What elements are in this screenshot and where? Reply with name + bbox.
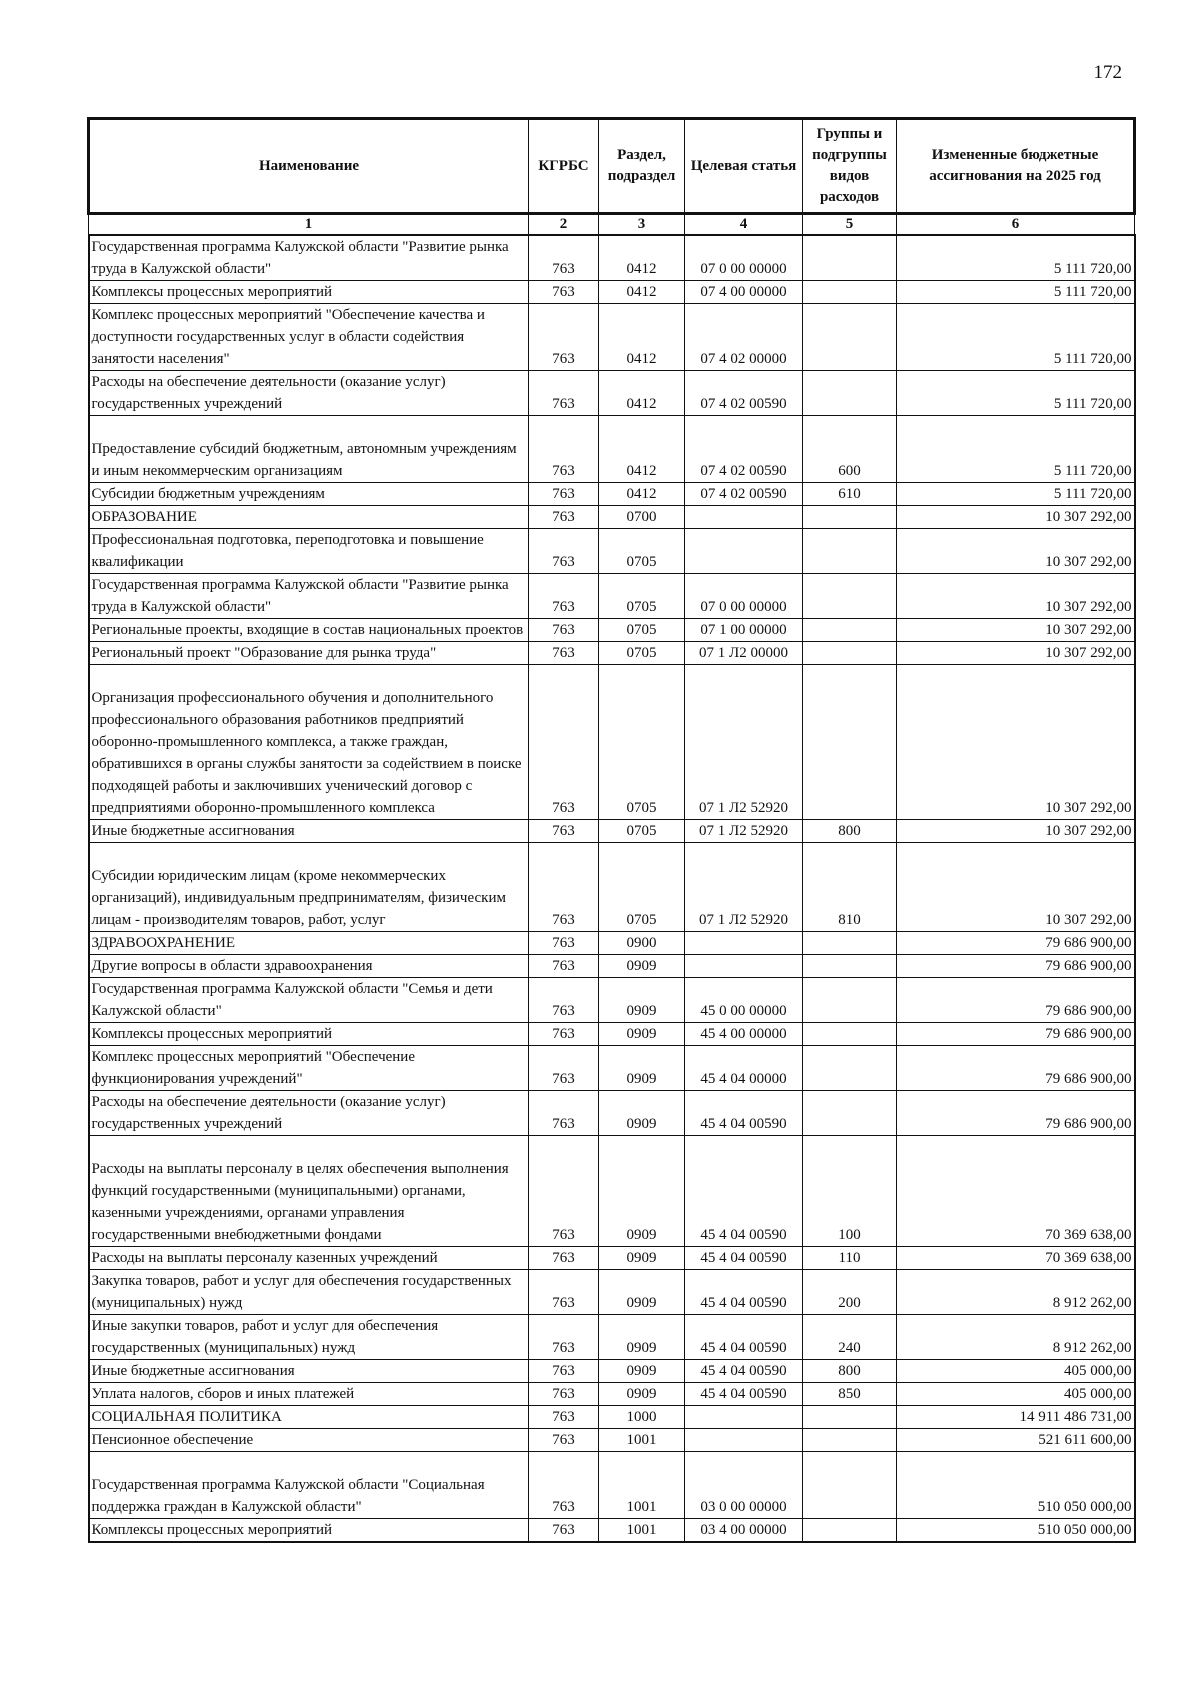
table-row xyxy=(89,1383,1135,1406)
row-amount: 79 686 900,00 xyxy=(897,955,1135,978)
row-article: 07 1 Л2 52920 xyxy=(685,820,803,843)
row-amount: 5 111 720,00 xyxy=(897,304,1135,371)
row-name: Предоставление субсидий бюджетным, автономным учреждениям и иным некоммерческим организациям xyxy=(89,416,529,483)
row-group xyxy=(803,235,897,281)
row-section: 0909 xyxy=(599,1136,685,1247)
row-group: 800 xyxy=(803,820,897,843)
row-article: 45 4 04 00590 xyxy=(685,1091,803,1136)
table-row xyxy=(89,1315,1135,1360)
row-section: 0909 xyxy=(599,1023,685,1046)
row-name: Региональные проекты, входящие в состав национальных проектов xyxy=(89,619,529,642)
row-group: 200 xyxy=(803,1270,897,1315)
row-section: 0412 xyxy=(599,304,685,371)
row-amount: 79 686 900,00 xyxy=(897,932,1135,955)
row-kgrbs: 763 xyxy=(529,1136,599,1247)
row-amount: 79 686 900,00 xyxy=(897,1091,1135,1136)
column-number: 6 xyxy=(897,214,1135,236)
row-name: ОБРАЗОВАНИЕ xyxy=(89,506,529,529)
table-body xyxy=(89,235,1135,1542)
table-row xyxy=(89,529,1135,574)
row-name: Закупка товаров, работ и услуг для обеспечения государственных (муниципальных) нужд xyxy=(89,1270,529,1315)
row-name: Государственная программа Калужской области "Развитие рынка труда в Калужской области" xyxy=(89,574,529,619)
row-amount: 79 686 900,00 xyxy=(897,978,1135,1023)
row-kgrbs: 763 xyxy=(529,1383,599,1406)
row-article: 07 4 02 00590 xyxy=(685,483,803,506)
row-kgrbs: 763 xyxy=(529,932,599,955)
row-article: 07 1 00 00000 xyxy=(685,619,803,642)
row-group xyxy=(803,978,897,1023)
row-article: 45 4 04 00000 xyxy=(685,1046,803,1091)
header-kgrbs: КГРБС xyxy=(529,119,599,214)
row-kgrbs: 763 xyxy=(529,304,599,371)
row-amount: 405 000,00 xyxy=(897,1360,1135,1383)
column-number: 2 xyxy=(529,214,599,236)
row-amount: 521 611 600,00 xyxy=(897,1429,1135,1452)
row-section: 0705 xyxy=(599,665,685,820)
row-amount: 14 911 486 731,00 xyxy=(897,1406,1135,1429)
row-kgrbs: 763 xyxy=(529,1247,599,1270)
row-kgrbs: 763 xyxy=(529,1406,599,1429)
row-kgrbs: 763 xyxy=(529,1519,599,1543)
row-amount: 8 912 262,00 xyxy=(897,1315,1135,1360)
row-kgrbs: 763 xyxy=(529,506,599,529)
row-name: Иные закупки товаров, работ и услуг для обеспечения государственных (муниципальных) нужд xyxy=(89,1315,529,1360)
row-amount: 5 111 720,00 xyxy=(897,483,1135,506)
row-article: 03 0 00 00000 xyxy=(685,1452,803,1519)
row-group xyxy=(803,1519,897,1543)
row-article: 07 1 Л2 00000 xyxy=(685,642,803,665)
row-section: 1001 xyxy=(599,1519,685,1543)
row-section: 0412 xyxy=(599,483,685,506)
row-section: 0900 xyxy=(599,932,685,955)
row-kgrbs: 763 xyxy=(529,1360,599,1383)
row-kgrbs: 763 xyxy=(529,483,599,506)
table-row xyxy=(89,506,1135,529)
row-article: 07 1 Л2 52920 xyxy=(685,665,803,820)
row-article: 07 1 Л2 52920 xyxy=(685,843,803,932)
column-number: 3 xyxy=(599,214,685,236)
row-group: 100 xyxy=(803,1136,897,1247)
row-group: 810 xyxy=(803,843,897,932)
row-name: Иные бюджетные ассигнования xyxy=(89,820,529,843)
row-article: 45 4 04 00590 xyxy=(685,1136,803,1247)
row-article xyxy=(685,1406,803,1429)
table-row xyxy=(89,1452,1135,1519)
row-amount: 5 111 720,00 xyxy=(897,281,1135,304)
row-section: 0909 xyxy=(599,978,685,1023)
row-article: 07 4 02 00590 xyxy=(685,371,803,416)
row-group xyxy=(803,665,897,820)
row-section: 1000 xyxy=(599,1406,685,1429)
row-group xyxy=(803,1091,897,1136)
row-name: Региональный проект "Образование для рынка труда" xyxy=(89,642,529,665)
table-row xyxy=(89,371,1135,416)
header-group: Группы и подгруппы видов расходов xyxy=(803,119,897,214)
row-section: 0412 xyxy=(599,235,685,281)
row-group xyxy=(803,1046,897,1091)
row-amount: 79 686 900,00 xyxy=(897,1023,1135,1046)
row-section: 0909 xyxy=(599,1247,685,1270)
row-name: Расходы на обеспечение деятельности (оказание услуг) государственных учреждений xyxy=(89,371,529,416)
row-kgrbs: 763 xyxy=(529,1315,599,1360)
row-group xyxy=(803,371,897,416)
row-name: Государственная программа Калужской области "Семья и дети Калужской области" xyxy=(89,978,529,1023)
row-article: 45 4 00 00000 xyxy=(685,1023,803,1046)
row-group xyxy=(803,1406,897,1429)
row-amount: 10 307 292,00 xyxy=(897,506,1135,529)
row-group xyxy=(803,1023,897,1046)
row-amount: 510 050 000,00 xyxy=(897,1452,1135,1519)
row-kgrbs: 763 xyxy=(529,820,599,843)
row-kgrbs: 763 xyxy=(529,1270,599,1315)
table-row xyxy=(89,1429,1135,1452)
row-group: 240 xyxy=(803,1315,897,1360)
table-row xyxy=(89,304,1135,371)
row-article xyxy=(685,955,803,978)
row-name: Комплексы процессных мероприятий xyxy=(89,281,529,304)
row-article xyxy=(685,529,803,574)
row-section: 0909 xyxy=(599,1046,685,1091)
row-kgrbs: 763 xyxy=(529,642,599,665)
row-group: 800 xyxy=(803,1360,897,1383)
row-group xyxy=(803,529,897,574)
row-kgrbs: 763 xyxy=(529,1046,599,1091)
table-row xyxy=(89,1136,1135,1247)
row-kgrbs: 763 xyxy=(529,978,599,1023)
table-row xyxy=(89,1247,1135,1270)
row-name: СОЦИАЛЬНАЯ ПОЛИТИКА xyxy=(89,1406,529,1429)
row-name: Иные бюджетные ассигнования xyxy=(89,1360,529,1383)
row-section: 0700 xyxy=(599,506,685,529)
row-kgrbs: 763 xyxy=(529,416,599,483)
row-article: 45 4 04 00590 xyxy=(685,1247,803,1270)
row-name: Расходы на выплаты персоналу казенных учреждений xyxy=(89,1247,529,1270)
row-article xyxy=(685,1429,803,1452)
table-row xyxy=(89,1360,1135,1383)
row-kgrbs: 763 xyxy=(529,529,599,574)
row-name: Пенсионное обеспечение xyxy=(89,1429,529,1452)
table-row xyxy=(89,820,1135,843)
table-row xyxy=(89,574,1135,619)
row-kgrbs: 763 xyxy=(529,574,599,619)
row-article: 45 4 04 00590 xyxy=(685,1360,803,1383)
row-group: 600 xyxy=(803,416,897,483)
row-section: 0705 xyxy=(599,529,685,574)
table-row xyxy=(89,281,1135,304)
column-number: 4 xyxy=(685,214,803,236)
row-name: Комплексы процессных мероприятий xyxy=(89,1023,529,1046)
row-article: 03 4 00 00000 xyxy=(685,1519,803,1543)
row-article: 07 4 02 00590 xyxy=(685,416,803,483)
table-row xyxy=(89,416,1135,483)
table-row xyxy=(89,642,1135,665)
row-kgrbs: 763 xyxy=(529,1429,599,1452)
row-amount: 79 686 900,00 xyxy=(897,1046,1135,1091)
row-amount: 405 000,00 xyxy=(897,1383,1135,1406)
row-section: 0705 xyxy=(599,574,685,619)
header-article: Целевая статья xyxy=(685,119,803,214)
row-name: ЗДРАВООХРАНЕНИЕ xyxy=(89,932,529,955)
row-section: 0909 xyxy=(599,1091,685,1136)
row-section: 0705 xyxy=(599,843,685,932)
row-amount: 70 369 638,00 xyxy=(897,1136,1135,1247)
row-name: Комплекс процессных мероприятий "Обеспечение функционирования учреждений" xyxy=(89,1046,529,1091)
row-group xyxy=(803,619,897,642)
row-amount: 10 307 292,00 xyxy=(897,619,1135,642)
row-amount: 10 307 292,00 xyxy=(897,665,1135,820)
row-amount: 10 307 292,00 xyxy=(897,820,1135,843)
row-amount: 510 050 000,00 xyxy=(897,1519,1135,1543)
row-article: 07 4 02 00000 xyxy=(685,304,803,371)
row-section: 0412 xyxy=(599,371,685,416)
header-section: Раздел, подраздел xyxy=(599,119,685,214)
row-name: Уплата налогов, сборов и иных платежей xyxy=(89,1383,529,1406)
row-group xyxy=(803,506,897,529)
table-row xyxy=(89,619,1135,642)
row-article: 45 4 04 00590 xyxy=(685,1383,803,1406)
row-article: 07 0 00 00000 xyxy=(685,574,803,619)
table-row xyxy=(89,1270,1135,1315)
table-row xyxy=(89,955,1135,978)
row-amount: 5 111 720,00 xyxy=(897,371,1135,416)
row-group xyxy=(803,642,897,665)
row-kgrbs: 763 xyxy=(529,1452,599,1519)
row-article xyxy=(685,506,803,529)
row-section: 0909 xyxy=(599,1360,685,1383)
row-article: 07 4 00 00000 xyxy=(685,281,803,304)
row-name: Профессиональная подготовка, переподготовка и повышение квалификации xyxy=(89,529,529,574)
table-row xyxy=(89,932,1135,955)
row-section: 0705 xyxy=(599,642,685,665)
row-section: 0909 xyxy=(599,1383,685,1406)
row-name: Расходы на выплаты персоналу в целях обеспечения выполнения функций государственными (муниципальными) органами, казенными учреждениями, органами управления государственными внебюджетными фондами xyxy=(89,1136,529,1247)
row-section: 0909 xyxy=(599,1315,685,1360)
row-article: 45 4 04 00590 xyxy=(685,1315,803,1360)
row-kgrbs: 763 xyxy=(529,843,599,932)
row-group: 850 xyxy=(803,1383,897,1406)
row-name: Расходы на обеспечение деятельности (оказание услуг) государственных учреждений xyxy=(89,1091,529,1136)
row-kgrbs: 763 xyxy=(529,281,599,304)
row-kgrbs: 763 xyxy=(529,619,599,642)
row-amount: 8 912 262,00 xyxy=(897,1270,1135,1315)
row-group xyxy=(803,932,897,955)
row-group: 110 xyxy=(803,1247,897,1270)
row-kgrbs: 763 xyxy=(529,665,599,820)
header-amount: Измененные бюджетные ассигнования на 2025 год xyxy=(897,119,1135,214)
row-amount: 5 111 720,00 xyxy=(897,235,1135,281)
row-group xyxy=(803,574,897,619)
row-group xyxy=(803,281,897,304)
row-kgrbs: 763 xyxy=(529,1023,599,1046)
row-group xyxy=(803,1429,897,1452)
row-name: Другие вопросы в области здравоохранения xyxy=(89,955,529,978)
header-name: Наименование xyxy=(89,119,529,214)
row-section: 1001 xyxy=(599,1429,685,1452)
row-amount: 10 307 292,00 xyxy=(897,843,1135,932)
table-row xyxy=(89,978,1135,1023)
row-kgrbs: 763 xyxy=(529,371,599,416)
table-row xyxy=(89,1519,1135,1543)
row-amount: 10 307 292,00 xyxy=(897,642,1135,665)
table-row xyxy=(89,235,1135,281)
table-row xyxy=(89,843,1135,932)
row-kgrbs: 763 xyxy=(529,235,599,281)
row-section: 0909 xyxy=(599,1270,685,1315)
row-article xyxy=(685,932,803,955)
row-article: 45 0 00 00000 xyxy=(685,978,803,1023)
row-article: 07 0 00 00000 xyxy=(685,235,803,281)
row-name: Комплекс процессных мероприятий "Обеспечение качества и доступности государственных услуг в области содействия занятости населения" xyxy=(89,304,529,371)
table-row xyxy=(89,1406,1135,1429)
row-kgrbs: 763 xyxy=(529,955,599,978)
table-row xyxy=(89,483,1135,506)
row-group xyxy=(803,955,897,978)
row-name: Государственная программа Калужской области "Развитие рынка труда в Калужской области" xyxy=(89,235,529,281)
row-section: 0412 xyxy=(599,281,685,304)
row-section: 0412 xyxy=(599,416,685,483)
row-name: Субсидии бюджетным учреждениям xyxy=(89,483,529,506)
row-group: 610 xyxy=(803,483,897,506)
row-section: 0909 xyxy=(599,955,685,978)
row-group xyxy=(803,1452,897,1519)
table-row xyxy=(89,1091,1135,1136)
row-amount: 10 307 292,00 xyxy=(897,529,1135,574)
row-kgrbs: 763 xyxy=(529,1091,599,1136)
column-number: 5 xyxy=(803,214,897,236)
column-number: 1 xyxy=(89,214,529,236)
row-group xyxy=(803,304,897,371)
table-row xyxy=(89,1046,1135,1091)
budget-table xyxy=(87,117,1136,1543)
row-name: Организация профессионального обучения и дополнительного профессионального образования работников предприятий оборонно-промышленного комплекса, а также граждан, обратившихся в органы службы занятости за содействием в поиске подходящей работы и заключивших ученический договор с предприятиями оборонно-промышленного комплекса xyxy=(89,665,529,820)
row-section: 0705 xyxy=(599,619,685,642)
row-amount: 5 111 720,00 xyxy=(897,416,1135,483)
table-row xyxy=(89,665,1135,820)
table-row xyxy=(89,1023,1135,1046)
row-section: 1001 xyxy=(599,1452,685,1519)
row-article: 45 4 04 00590 xyxy=(685,1270,803,1315)
row-amount: 70 369 638,00 xyxy=(897,1247,1135,1270)
row-amount: 10 307 292,00 xyxy=(897,574,1135,619)
row-name: Комплексы процессных мероприятий xyxy=(89,1519,529,1543)
row-name: Субсидии юридическим лицам (кроме некоммерческих организаций), индивидуальным предпринимателям, физическим лицам - производителям товаров, работ, услуг xyxy=(89,843,529,932)
page-number: 172 xyxy=(1093,62,1122,83)
row-name: Государственная программа Калужской области "Социальная поддержка граждан в Калужской области" xyxy=(89,1452,529,1519)
row-section: 0705 xyxy=(599,820,685,843)
